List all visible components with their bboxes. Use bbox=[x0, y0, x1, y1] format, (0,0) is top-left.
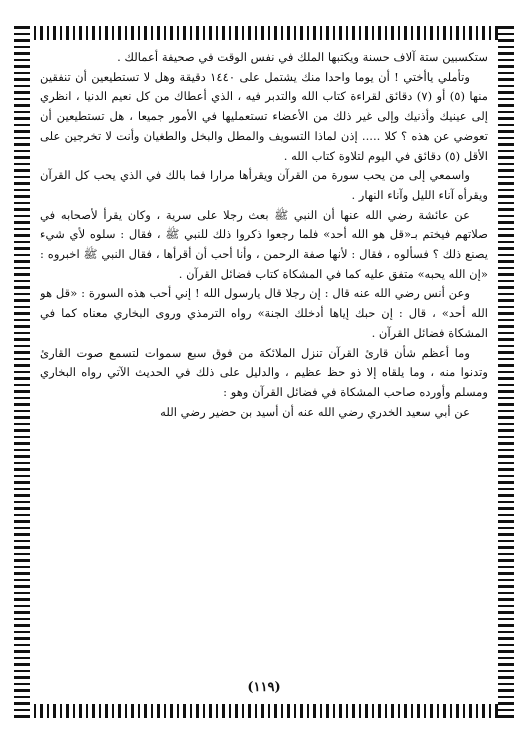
decorative-border-right bbox=[498, 26, 514, 718]
decorative-border-left bbox=[14, 26, 30, 718]
paragraph: ستكسبين ستة آلاف حسنة ويكتبها الملك في نفس الوقت في صحيفة أعمالك . bbox=[117, 50, 488, 64]
page-number: (١١٩) bbox=[247, 680, 281, 695]
paragraph: عن أبي سعيد الخدري رضي الله عنه أن أسيد بن حضير رضي الله bbox=[160, 404, 470, 419]
paragraph: وعن أنس رضي الله عنه قال : إن رجلا قال يارسول الله ! إني أحب هذه السورة : «قل هو الله أحد» ، قال : إن حبك إياها أدخلك الجنة» رواه الترمذي وروى البخاري معناه كما في المشكاة فضائل القرآن . bbox=[40, 286, 488, 340]
paragraph: وما أعظم شأن قارئ القرآن تنزل الملائكة من فوق سبع سموات لتسمع صوت القارئ وتدنوا منه ، وما يلقاه إلا ذو حظ عظيم ، والدليل على ذلك في الحديث الآتي رواه البخاري ومسلم وأورده صاحب المشكاة في فضائل القرآن وهو : bbox=[40, 345, 488, 399]
paragraph: عن عائشة رضي الله عنها أن النبي ﷺ بعث رجلا على سرية ، وكان يقرأ لأصحابه في صلاتهم فيختم بـ«قل هو الله أحد» فلما رجعوا ذكروا ذلك للنبي ﷺ ، فقال : سلوه لأي شيء يصنع ذلك ؟ فسألوه ، فقال : لأنها صفة الرحمن ، وأنا أحب أن أقرأها ، فقال النبي ﷺ اخبروه : «إن الله يحبه» متفق عليه كما في المشكاة كتاب فضائل القرآن . bbox=[40, 207, 488, 281]
decorative-border-bottom bbox=[14, 704, 514, 718]
paragraph: وتأملي ياأختي ! أن يوما واحدا منك يشتمل على ١٤٤٠ دقيقة وهل لا تستطيعين أن تنفقين منها (٥) أو (٧) دقائق لقراءة كتاب الله والتدبر فيه ، الذي أعطاك من كل نعيم الدنيا ، انظري إلى عينيك وأذنيك وإلى غير ذلك من الأعضاء تستعمليها في الأمور جميعا ، هل تستطيعين أن تعوضي عن هذه ؟ كلا ..... إذن لماذا التسويف والمطل والبخل والطغيان وأنت لا تخرجين على الأقل (٥) دقائق في اليوم لتلاوة كتاب الله . bbox=[40, 69, 488, 163]
page-body bbox=[40, 48, 488, 678]
paragraph: واسمعي إلى من يحب سورة من القرآن ويقرأها مرارا فما بالك في الذي يحب كل القرآن ويقرأه آناء الليل وآناء النهار . bbox=[40, 168, 488, 202]
decorative-border-top bbox=[14, 26, 514, 40]
